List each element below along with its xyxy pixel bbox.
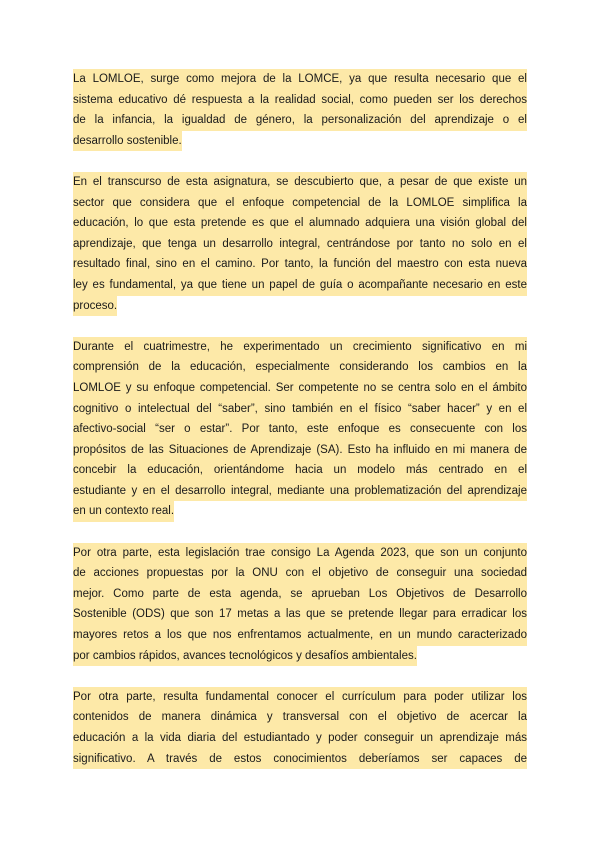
text-line: de acciones propuestas por la ONU con el objetivo de conseguir una sociedad [73,563,527,584]
text-line: contenidos de manera dinámica y transversal con el objetivo de acercar la [73,707,527,728]
paragraph-curriculum [73,687,527,769]
text-line: aprendizaje, que tenga un desarrollo integral, centrándose por tanto no solo en el [73,234,527,255]
text-line: comprensión de la educación, especialmente considerando los cambios en la [73,357,527,378]
text-line: cognitivo o intelectual del “saber”, sino también en el físico “saber hacer” y en el [73,399,527,420]
text-line: mayores retos a los que nos enfrentamos actualmente, en un mundo caracterizado [73,625,527,646]
text-line: desarrollo sostenible. [73,131,527,152]
text-line: proceso. [73,296,527,317]
text-line: LOMLOE y su enfoque competencial. Ser competente no se centra solo en el ámbito [73,378,527,399]
paragraph-personal-growth [73,337,527,522]
text-line: sistema educativo dé respuesta a la realidad social, como pueden ser los derechos [73,90,527,111]
text-line: educación a la vida diaria del estudiantado y poder conseguir un aprendizaje más [73,728,527,749]
text-line: de la infancia, la igualdad de género, la personalización del aprendizaje o el [73,110,527,131]
text-line: en un contexto real. [73,501,527,522]
text-line: La LOMLOE, surge como mejora de la LOMCE, ya que resulta necesario que el [73,69,527,90]
text-line: propósitos de las Situaciones de Aprendizaje (SA). Esto ha influido en mi manera de [73,440,527,461]
text-line: concebir la educación, orientándome hacia un modelo más centrado en el [73,460,527,481]
paragraph-lomloe-intro [73,69,527,151]
text-line: sector que considera que el enfoque competencial de la LOMLOE simplifica la [73,193,527,214]
text-line: En el transcurso de esta asignatura, se descubierto que, a pesar de que existe un [73,172,527,193]
text-line: Por otra parte, resulta fundamental conocer el currículum para poder utilizar los [73,687,527,708]
text-line: educación, lo que esta pretende es que el alumnado adquiera una visión global del [73,213,527,234]
text-line: significativo. A través de estos conocimientos deberíamos ser capaces de [73,749,527,770]
text-line: por cambios rápidos, avances tecnológicos y desafíos ambientales. [73,646,527,667]
text-line: resultado final, sino en el camino. Por tanto, la función del maestro con esta nueva [73,254,527,275]
text-line: Durante el cuatrimestre, he experimentado un crecimiento significativo en mi [73,337,527,358]
paragraph-competencial-approach [73,172,527,316]
text-line: estudiante y en el desarrollo integral, mediante una problematización del aprendizaje [73,481,527,502]
document-body [73,69,527,790]
text-line: afectivo-social “ser o estar”. Por tanto, este enfoque es consecuente con los [73,419,527,440]
text-line: Sostenible (ODS) que son 17 metas a las que se pretende llegar para erradicar los [73,604,527,625]
text-line: Por otra parte, esta legislación trae consigo La Agenda 2023, que son un conjunto [73,543,527,564]
text-line: mejor. Como parte de esta agenda, se aprueban Los Objetivos de Desarrollo [73,584,527,605]
text-line: ley es fundamental, ya que tiene un papel de guía o acompañante necesario en este [73,275,527,296]
paragraph-agenda-ods [73,543,527,667]
